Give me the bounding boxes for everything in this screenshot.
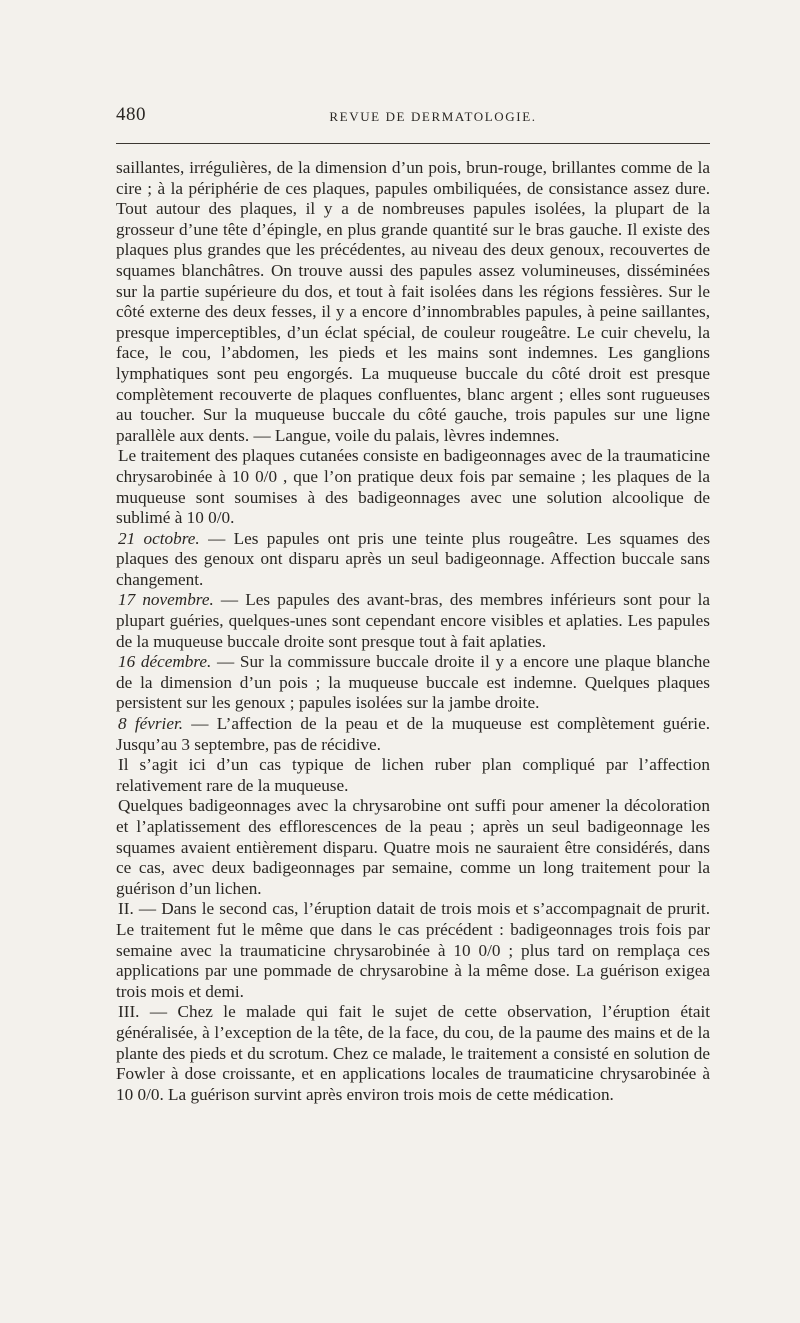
paragraph-text: II. — Dans le second cas, l’éruption datait de trois mois et s’accompagnait de prurit. Le traitement fut le même que dans le cas précédent : badigeonnages trois fois par semaine avec la traumaticine chrysarobinée à 10 0/0 ; plus tard on remplaça ces applications par une pommade de chrysarobine à la même dose. La guérison exigea trois mois et demi. <box>116 899 710 1001</box>
paragraph <box>116 796 710 899</box>
dated-entry <box>116 714 710 755</box>
paragraph-text: saillantes, irrégulières, de la dimension d’un pois, brun-rouge, brillantes comme de la cire ; à la périphérie de ces plaques, papules ombiliquées, de consistance assez dure. Tout autour des plaques, il y a de nombreuses papules isolées, la plupart de la grosseur d’une tête d’épingle, en plus grande quantité sur le bras gauche. Il existe des plaques plus grandes que les précédentes, au niveau des deux genoux, recouvertes de squames blanchâtres. On trouve aussi des papules assez volumineuses, disséminées sur la partie supérieure du dos, et tout à fait isolées dans les régions fessières. Sur le côté externe des deux fesses, il y a encore d’innombrables papules, à peine saillantes, presque imperceptibles, d’un éclat spécial, de couleur rougeâtre. Le cuir chevelu, la face, le cou, l’abdomen, les pieds et les mains sont indemnes. Les ganglions lymphatiques sont peu engorgés. La muqueuse buccale du côté droit est presque complètement recouverte de plaques confluentes, blanc argent ; elles sont rugueuses au toucher. Sur la muqueuse buccale du côté gauche, trois papules sur une ligne parallèle aux dents. — Langue, voile du palais, lèvres indemnes. <box>116 158 710 445</box>
paragraph-text: Le traitement des plaques cutanées consiste en badigeonnages avec de la traumaticine chrysarobinée à 10 0/0 , que l’on pratique deux fois par semaine ; les plaques de la muqueuse sont soumises à des badigeonnages avec une solution alcoolique de sublimé à 10 0/0. <box>116 446 710 528</box>
entry-date: 16 décembre. <box>118 652 212 672</box>
paragraph-text: — L’affection de la peau et de la muqueuse est complètement guérie. Jusqu’au 3 septembre, pas de récidive. <box>116 714 710 754</box>
dated-entry <box>116 529 710 591</box>
entry-date: 8 février. <box>118 714 184 734</box>
paragraph-text: — Les papules des avant-bras, des membres inférieurs sont pour la plupart guéries, quelques-unes sont cependant encore visibles et aplaties. Les papules de la muqueuse buccale droite sont presque tout à fait aplaties. <box>116 590 710 651</box>
entry-date: 17 novembre. <box>118 590 214 610</box>
paragraph <box>116 158 710 446</box>
paragraph-text: Il s’agit ici d’un cas typique de lichen ruber plan compliqué par l’affection relativement rare de la muqueuse. <box>116 755 710 795</box>
paragraph <box>116 1002 710 1105</box>
paragraph <box>116 899 710 1002</box>
article-body <box>116 158 710 1105</box>
running-title: REVUE DE DERMATOLOGIE. <box>329 109 537 124</box>
paragraph-text: Quelques badigeonnages avec la chrysarobine ont suffi pour amener la décoloration et l’aplatissement des efflorescences de la peau ; après un seul badigeonnage les squames avaient entièrement disparu. Quatre mois ne sauraient être considérés, dans ce cas, avec deux badigeonnages par semaine, comme un long traitement pour la guérison d’un lichen. <box>116 796 710 898</box>
header-rule <box>116 143 710 144</box>
paragraph-text: — Les papules ont pris une teinte plus rougeâtre. Les squames des plaques des genoux ont disparu après un seul badigeonnage. Affection buccale sans changement. <box>116 528 711 589</box>
page-number: 480 <box>116 104 146 125</box>
paragraph <box>116 446 710 528</box>
entry-date: 21 octobre. <box>118 528 200 548</box>
dated-entry <box>116 590 710 652</box>
paragraph-text: III. — Chez le malade qui fait le sujet de cette observation, l’éruption était généralisée, à l’exception de la tête, de la face, du cou, de la paume des mains et de la plante des pieds et du scrotum. Chez ce malade, le traitement a consisté en solution de Fowler à dose croissante, et en applications locales de traumaticine chrysarobinée à 10 0/0. La guérison survint après environ trois mois de cette médication. <box>116 1002 710 1104</box>
paragraph <box>116 755 710 796</box>
page-header <box>116 104 710 134</box>
dated-entry <box>116 652 710 714</box>
paragraph-text: — Sur la commissure buccale droite il y a encore une plaque blanche de la dimension d’un pois ; la muqueuse buccale est indemne. Quelques plaques persistent sur les genoux ; papules isolées sur la jambe droite. <box>116 652 710 713</box>
